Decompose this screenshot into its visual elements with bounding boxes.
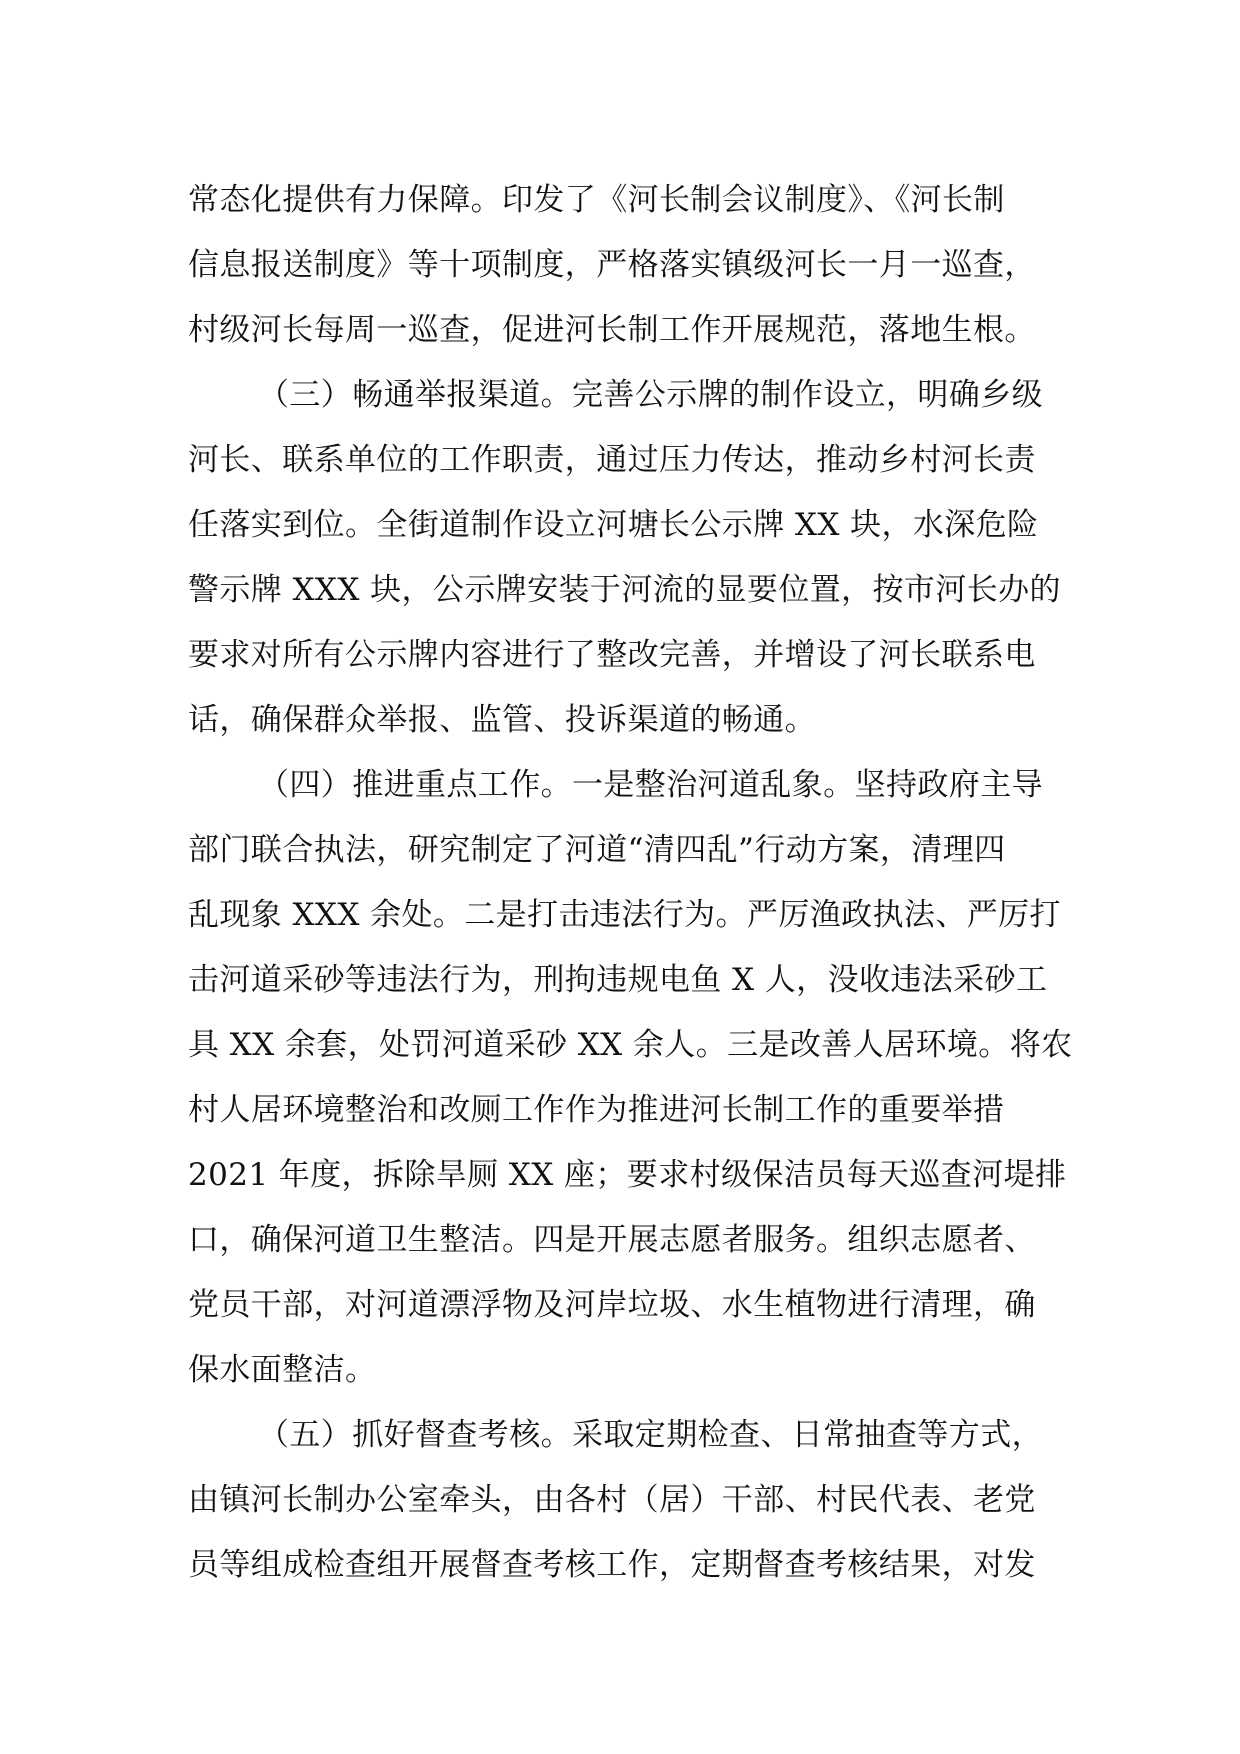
- text-line: 部门联合执法，研究制定了河道“清四乱”行动方案，清理四: [188, 832, 1006, 868]
- text-line: 乱现象 XXX 余处。二是打击违法行为。严厉渔政执法、严厉打: [188, 897, 1061, 933]
- text-line: 具 XX 余套，处罚河道采砂 XX 余人。三是改善人居环境。将农: [188, 1027, 1073, 1063]
- text-line: 保水面整洁。: [188, 1352, 377, 1388]
- text-line: 员等组成检查组开展督查考核工作，定期督查考核结果，对发: [188, 1547, 1036, 1583]
- text-line: 要求对所有公示牌内容进行了整改完善，并增设了河长联系电: [188, 637, 1036, 673]
- text-line: 村级河长每周一巡查，促进河长制工作开展规范，落地生根。: [188, 312, 1036, 348]
- text-line: 村人居环境整治和改厕工作作为推进河长制工作的重要举措: [188, 1092, 1005, 1128]
- paragraph-heading-line: （四）推进重点工作。一是整治河道乱象。坚持政府主导: [258, 767, 1043, 803]
- text-line: 2021 年度，拆除旱厕 XX 座；要求村级保洁员每天巡查河堤排: [188, 1157, 1067, 1193]
- text-line: 任落实到位。全街道制作设立河塘长公示牌 XX 块，水深危险: [188, 507, 1039, 543]
- text-line: 信息报送制度》等十项制度，严格落实镇级河长一月一巡查，: [188, 247, 1036, 283]
- paragraph-heading-line: （五）抓好督查考核。采取定期检查、日常抽查等方式，: [258, 1417, 1043, 1453]
- text-line: 由镇河长制办公室牵头，由各村（居）干部、村民代表、老党: [188, 1482, 1036, 1518]
- text-line: 口，确保河道卫生整洁。四是开展志愿者服务。组织志愿者、: [188, 1222, 1036, 1258]
- body-text: [188, 168, 1073, 1598]
- text-line: 河长、联系单位的工作职责，通过压力传达，推动乡村河长责: [188, 442, 1036, 478]
- text-line: 常态化提供有力保障。印发了《河长制会议制度》、《河长制: [188, 182, 1005, 218]
- text-line: 击河道采砂等违法行为，刑拘违规电鱼 X 人，没收违法采砂工: [188, 962, 1048, 998]
- text-line: 警示牌 XXX 块，公示牌安装于河流的显要位置，按市河长办的: [188, 572, 1061, 608]
- paragraph-heading-line: （三）畅通举报渠道。完善公示牌的制作设立，明确乡级: [258, 377, 1043, 413]
- text-line: 话，确保群众举报、监管、投诉渠道的畅通。: [188, 702, 816, 738]
- text-line: 党员干部，对河道漂浮物及河岸垃圾、水生植物进行清理，确: [188, 1287, 1036, 1323]
